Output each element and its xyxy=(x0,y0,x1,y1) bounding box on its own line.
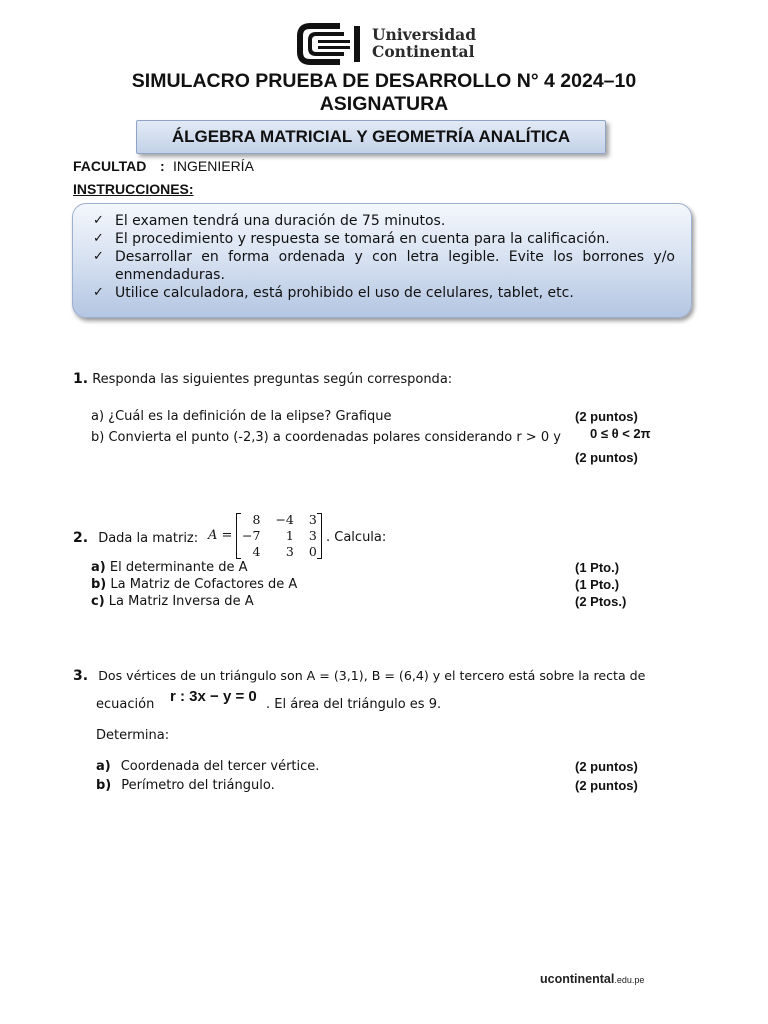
q3-determine: Determina: xyxy=(96,728,170,743)
matrix-cell: 8 xyxy=(252,512,261,527)
q1-part-b: b) Convierta el punto (-2,3) a coordenadas polares considerando r > 0 y xyxy=(91,430,561,445)
q1-part-b-points: (2 puntos) xyxy=(575,450,638,465)
q2-item-a-points: (1 Pto.) xyxy=(575,560,620,575)
matrix-label: A = xyxy=(208,528,233,543)
question-text: Dada la matriz: xyxy=(98,531,199,546)
faculty-separator: : xyxy=(160,158,165,174)
check-icon: ✓ xyxy=(93,231,104,246)
instruction-item: ✓ Desarrollar en forma ordenada y con letra legible. Evite los borrones y/o enmendaduras. xyxy=(93,249,675,283)
q2-item-c-points: (2 Ptos.) xyxy=(575,594,627,609)
check-icon: ✓ xyxy=(93,249,104,264)
q3-equation-prefix: ecuación xyxy=(96,697,155,712)
q2-item-a: a) El determinante de A xyxy=(91,560,248,575)
q3-item-b: b) Perímetro del triángulo. xyxy=(96,778,275,793)
q3-equation-suffix: . El área del triángulo es 9. xyxy=(266,697,442,712)
q3-equation: r : 3x − y = 0 xyxy=(170,688,257,705)
instructions-label: INSTRUCCIONES: xyxy=(73,181,194,197)
matrix-cell: −4 xyxy=(275,512,294,527)
q2-item-b-points: (1 Pto.) xyxy=(575,577,620,592)
university-name: Universidad Continental xyxy=(372,25,477,61)
q1-part-a: a) ¿Cuál es la definición de la elipse? Grafique xyxy=(91,409,392,424)
exam-subtitle: ASIGNATURA xyxy=(319,93,449,115)
check-icon: ✓ xyxy=(93,285,104,300)
matrix-cell: 4 xyxy=(252,544,261,559)
instruction-item: ✓ El procedimiento y respuesta se tomará en cuenta para la calificación. xyxy=(93,231,610,247)
faculty-label: FACULTAD xyxy=(73,158,147,174)
q1-part-a-points: (2 puntos) xyxy=(575,409,638,424)
university-logo-icon xyxy=(296,22,362,66)
subject-title: ÁLGEBRA MATRICIAL Y GEOMETRÍA ANALÍTICA xyxy=(171,127,571,146)
exam-title: SIMULACRO PRUEBA DE DESARROLLO N° 4 2024–10 xyxy=(131,70,637,92)
q2-item-b: b) La Matriz de Cofactores de A xyxy=(91,577,298,592)
footer-brand: ucontinental.edu.pe xyxy=(540,972,645,986)
q3-item-a: a) Coordenada del tercer vértice. xyxy=(96,759,320,774)
question-number: 2. xyxy=(73,530,89,546)
q2-suffix: . Calcula: xyxy=(326,530,387,545)
faculty-value: INGENIERÍA xyxy=(173,158,254,174)
matrix-cell: 3 xyxy=(308,512,317,527)
question-3 xyxy=(73,668,645,684)
matrix-cell: 3 xyxy=(285,544,294,559)
question-number: 3. xyxy=(73,668,89,684)
instruction-item: ✓ Utilice calculadora, está prohibido el uso de celulares, tablet, etc. xyxy=(93,285,574,301)
question-text: Responda las siguientes preguntas según corresponda: xyxy=(92,372,453,387)
matrix-cell: 0 xyxy=(308,544,317,559)
q1-part-b-condition: 0 ≤ θ < 2π xyxy=(590,426,651,441)
question-1 xyxy=(73,371,452,387)
question-text: Dos vértices de un triángulo son A = (3,1), B = (6,4) y el tercero está sobre la recta de xyxy=(98,668,646,683)
matrix-cell: 3 xyxy=(308,528,317,543)
check-icon: ✓ xyxy=(93,213,104,228)
instruction-item: ✓ El examen tendrá una duración de 75 minutos. xyxy=(93,213,446,229)
matrix-cell: 1 xyxy=(285,528,294,543)
question-2 xyxy=(73,530,198,546)
q2-item-c: c) La Matriz Inversa de A xyxy=(91,594,254,609)
q3-item-a-points: (2 puntos) xyxy=(575,759,638,774)
matrix-cell: −7 xyxy=(242,528,261,543)
instructions-box xyxy=(72,203,692,318)
subject-banner xyxy=(136,120,606,154)
q3-item-b-points: (2 puntos) xyxy=(575,778,638,793)
question-number: 1. xyxy=(73,371,89,387)
matrix-a xyxy=(236,511,322,561)
